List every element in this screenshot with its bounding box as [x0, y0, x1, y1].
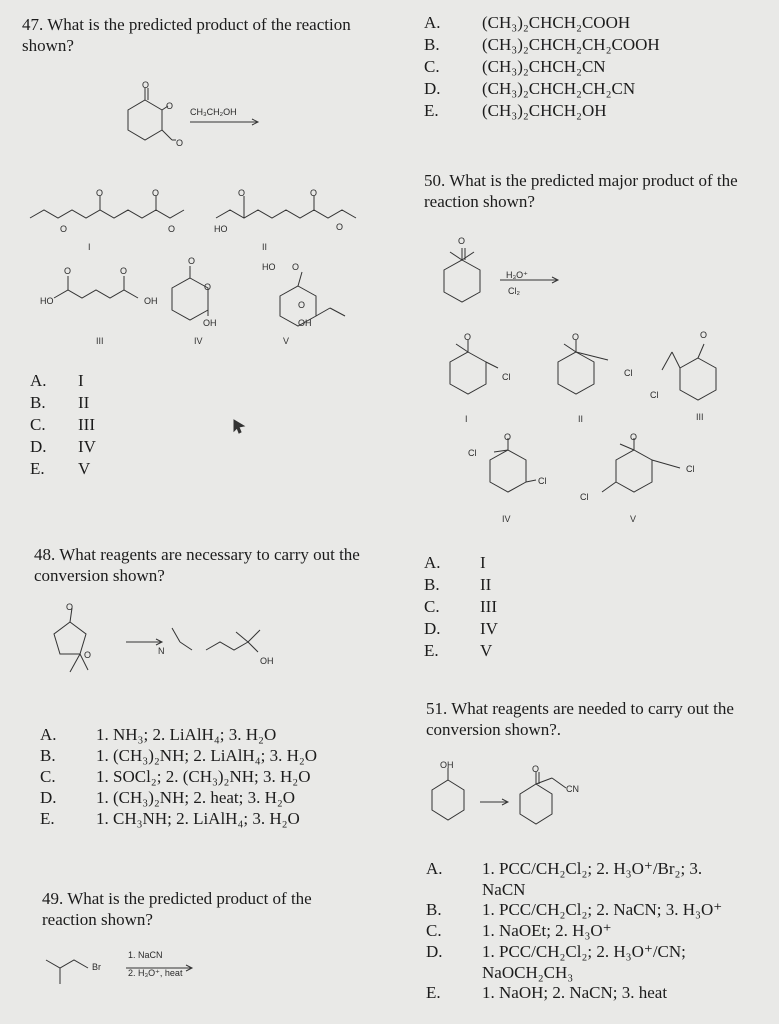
q47-reactant-structure — [110, 78, 270, 158]
top-answer-a[interactable]: A. (CH₃)₂CHCH₂COOH — [424, 13, 631, 32]
mouse-cursor-icon — [232, 418, 246, 434]
q47-IV-o2: O — [204, 282, 212, 292]
q48-reactant-o2: O — [84, 650, 92, 660]
question-49-text: 49. What is the predicted product of the reaction shown? — [42, 889, 312, 929]
q47-II-o-chain: O — [336, 222, 344, 232]
q50-IV-cl2: Cl — [538, 476, 547, 486]
q49-reagent1: 1. NaCN — [128, 950, 163, 960]
q48-answer-a[interactable]: A. 1. NH₃; 2. LiAlH₄; 3. H₂O — [40, 725, 277, 744]
q50-V-cl2: Cl — [580, 492, 589, 502]
q48-reactant-o1: O — [66, 602, 74, 612]
q50-answer-b[interactable]: B. II — [424, 575, 492, 594]
q47-label-IV: IV — [194, 336, 203, 346]
top-answer-c[interactable]: C. (CH₃)₂CHCH₂CN — [424, 57, 606, 76]
top-answer-d[interactable]: D. (CH₃)₂CHCH₂CH₂CN — [424, 79, 636, 98]
q47-V-o1: O — [292, 262, 300, 272]
q49-reactant-br: Br — [92, 962, 101, 972]
q50-IV-cl1: Cl — [468, 448, 477, 458]
q47-answer-e[interactable]: E. V — [30, 459, 91, 478]
q47-II-ho: HO — [214, 224, 228, 234]
q47-reactant-o1: O — [142, 80, 150, 90]
q47-label-II: II — [262, 242, 268, 252]
q50-III-o: O — [700, 330, 708, 340]
q50-answer-e[interactable]: E. V — [424, 641, 493, 660]
q47-III-o1: O — [64, 266, 72, 276]
q51-product-o: O — [532, 764, 540, 774]
q47-answer-d[interactable]: D. IV — [30, 437, 96, 456]
q48-answer-d[interactable]: D. 1. (CH₃)₂NH; 2. heat; 3. H₂O — [40, 788, 296, 807]
top-answer-b[interactable]: B. (CH₃)₂CHCH₂CH₂COOH — [424, 35, 660, 54]
question-50-text: 50. What is the predicted major product of the reaction shown? — [424, 171, 738, 211]
q47-reactant-o3: O — [176, 138, 184, 148]
q50-label-III: III — [696, 412, 704, 422]
q48-conversion-structures — [30, 600, 330, 690]
q50-label-II: II — [578, 414, 584, 424]
q51-answer-a[interactable]: A. 1. PCC/CH₂Cl₂; 2. H₃O⁺/Br₂; 3. NaCN — [426, 859, 703, 899]
q50-reactant-structure — [420, 236, 570, 316]
question-51-text: 51. What reagents are needed to carry out the conversion shown?. — [426, 699, 734, 739]
q48-answer-e[interactable]: E. 1. CH₃NH; 2. LiAlH₄; 3. H₂O — [40, 809, 300, 828]
q50-answer-c[interactable]: C. III — [424, 597, 497, 616]
q50-structures-I-II-III — [440, 330, 740, 420]
q47-II-o-top2: O — [310, 188, 318, 198]
q49-reagent2: 2. H₃O⁺, heat — [128, 968, 183, 978]
q51-product-cn: CN — [566, 784, 579, 794]
q47-V-oh: OH — [298, 318, 312, 328]
q48-answer-b[interactable]: B. 1. (CH₃)₂NH; 2. LiAlH₄; 3. H₂O — [40, 746, 318, 765]
question-48-text: 48. What reagents are necessary to carry out the conversion shown? — [34, 545, 360, 585]
q47-I-o-top2: O — [152, 188, 160, 198]
q47-I-o-chain2: O — [168, 224, 176, 234]
q47-I-o-top1: O — [96, 188, 104, 198]
q51-answer-b[interactable]: B. 1. PCC/CH₂Cl₂; 2. NaCN; 3. H₃O⁺ — [426, 900, 723, 919]
q51-answer-c[interactable]: C. 1. NaOEt; 2. H₃O⁺ — [426, 921, 612, 940]
q49-reactant-structure — [40, 946, 210, 996]
q47-III-oh: OH — [144, 296, 158, 306]
q51-answer-e[interactable]: E. 1. NaOH; 2. NaCN; 3. heat — [426, 983, 668, 1002]
q51-answer-d[interactable]: D. 1. PCC/CH₂Cl₂; 2. H₃O⁺/CN; NaOCH₂CH₃ — [426, 942, 686, 982]
q50-reactant-o: O — [458, 236, 466, 246]
q50-answer-a[interactable]: A. I — [424, 553, 486, 572]
q47-III-o2: O — [120, 266, 128, 276]
q47-answer-a[interactable]: A. I — [30, 371, 84, 390]
q47-IV-o1: O — [188, 256, 196, 266]
q47-label-V: V — [283, 336, 290, 346]
q47-structures-I-II — [26, 188, 376, 248]
q50-label-V: V — [630, 514, 637, 524]
q50-reagent1: H₃O⁺ — [506, 270, 528, 280]
q47-answer-b[interactable]: B. II — [30, 393, 90, 412]
q48-answer-c[interactable]: C. 1. SOCl₂; 2. (CH₃)₂NH; 3. H₂O — [40, 767, 311, 786]
q47-III-ho: HO — [40, 296, 54, 306]
q48-product-oh: OH — [260, 656, 274, 666]
q50-IV-o: O — [504, 432, 512, 442]
q50-I-cl: Cl — [502, 372, 511, 382]
q48-product-n: N — [158, 646, 165, 656]
q50-answer-d[interactable]: D. IV — [424, 619, 498, 638]
q50-reagent2: Cl₂ — [508, 286, 520, 296]
q47-IV-oh: OH — [203, 318, 217, 328]
q50-label-I: I — [465, 414, 468, 424]
q47-label-I: I — [88, 242, 91, 252]
q50-I-o: O — [464, 332, 472, 342]
q47-label-III: III — [96, 336, 104, 346]
top-answer-e[interactable]: E. (CH₃)₂CHCH₂OH — [424, 101, 607, 120]
q50-II-o: O — [572, 332, 580, 342]
q51-conversion-structures — [420, 758, 600, 838]
q50-III-cl: Cl — [650, 390, 659, 400]
q51-reactant-oh: OH — [440, 760, 454, 770]
q47-II-o-top1: O — [238, 188, 246, 198]
q50-V-o: O — [630, 432, 638, 442]
q47-I-o-chain: O — [60, 224, 68, 234]
q47-V-o2: O — [298, 300, 306, 310]
q50-label-IV: IV — [502, 514, 511, 524]
q47-reactant-o2: O — [166, 101, 174, 111]
q47-V-ho: HO — [262, 262, 276, 272]
q47-answer-c[interactable]: C. III — [30, 415, 95, 434]
q50-V-cl1: Cl — [686, 464, 695, 474]
q50-II-cl: Cl — [624, 368, 633, 378]
q47-reagent: CH₃CH₂OH — [190, 107, 237, 117]
question-47-text: 47. What is the predicted product of the reaction shown? — [22, 15, 351, 55]
